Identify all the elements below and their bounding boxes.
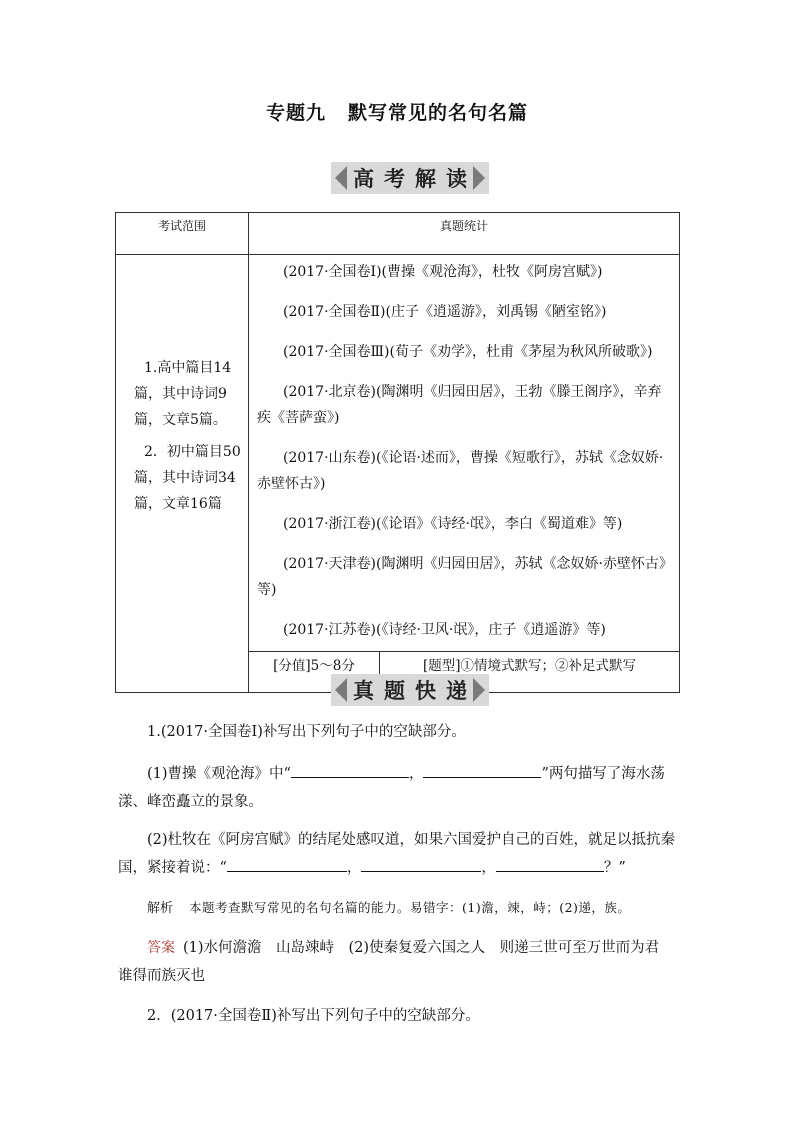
stats-entry: (2017·全国卷Ⅱ)(庄子《逍遥游》，刘禹锡《陋室铭》): [283, 304, 607, 320]
stats-entries-cell: [249, 255, 680, 652]
analysis-label: 解析: [147, 901, 174, 916]
header-exam-range: 考试范围: [116, 213, 249, 255]
title-part-name: 默写常见的名句名篇: [348, 102, 529, 124]
range-junior: 2．初中篇目50篇，其中诗词34篇，文章16篇: [134, 444, 241, 512]
chevron-right-icon: [473, 166, 485, 190]
question-1-item-2: (2)杜牧在《阿房宫赋》的结尾处感叹道，如果六国爱护自己的百姓，就足以抵抗秦国，紧接着说：“ ， ， ？”: [118, 832, 676, 876]
stats-entry: (2017·山东卷)(《论语·述而》，曹操《短歌行》，苏轼《念奴娇·赤壁怀古》): [257, 450, 664, 492]
question-1: [118, 718, 678, 746]
question-1-item-1: (1)曹操《观沧海》中“ ， ”两句描写了海水荡漾、峰峦矗立的景象。: [118, 760, 678, 816]
question-1-stem: 1.(2017·全国卷Ⅰ)补写出下列句子中的空缺部分。: [147, 724, 466, 740]
title-part-topic: 专题九: [265, 102, 326, 124]
range-senior: 1.高中篇目14篇，其中诗词9篇，文章5篇。: [134, 360, 232, 428]
banner-caption: 高考解读: [353, 167, 477, 191]
banner-gaokao-jiedu: [331, 162, 489, 194]
banner-zhenti-kuaidi: [331, 674, 489, 706]
question-2-stem: 2．(2017·全国卷Ⅱ)补写出下列句子中的空缺部分。: [147, 1008, 480, 1024]
exam-statistics-table: [115, 212, 680, 693]
chevron-left-icon: [335, 166, 347, 190]
stats-entry: (2017·江苏卷)(《诗经·卫风·氓》，庄子《逍遥游》等): [283, 622, 606, 638]
chevron-left-icon: [335, 678, 347, 702]
stats-entry: (2017·全国卷Ⅲ)(荀子《劝学》，杜甫《茅屋为秋风所破歌》): [283, 344, 653, 360]
header-question-stats: 真题统计: [249, 213, 680, 255]
score-cell: [分值]5～8分: [249, 652, 380, 693]
question-1-answer: [118, 934, 678, 990]
answer-blank[interactable]: [227, 857, 347, 872]
analysis-text: 本题考查默写常见的名句名篇的能力。易错字：(1)澹，竦，峙；(2)递，族。: [189, 900, 631, 915]
answer-blank[interactable]: [361, 857, 481, 872]
chevron-right-icon: [473, 678, 485, 702]
question-type-cell: [题型]①情境式默写；②补足式默写: [380, 652, 680, 693]
answer-blank[interactable]: [291, 763, 409, 778]
stats-entry: (2017·北京卷)(陶渊明《归园田居》，王勃《滕王阁序》，辛弃疾《菩萨蛮》): [257, 384, 662, 426]
banner-caption: 真题快递: [353, 679, 477, 703]
stats-entry: (2017·天津卷)(陶渊明《归园田居》，苏轼《念奴娇·赤壁怀古》等): [257, 556, 673, 598]
exam-range-cell: [116, 255, 249, 693]
stats-entry: (2017·全国卷Ⅰ)(曹操《观沧海》，杜牧《阿房宫赋》): [283, 264, 603, 280]
answer-blank[interactable]: [496, 857, 604, 872]
answer-blank[interactable]: [423, 763, 541, 778]
answer-text: (1)水何澹澹 山岛竦峙 (2)使秦复爱六国之人 则递三世可至万世而为君 谁得而族灭也: [118, 940, 674, 984]
answer-label: 答案: [147, 940, 175, 956]
question-1-analysis: [118, 894, 678, 923]
page-title: [0, 98, 794, 125]
stats-entry: (2017·浙江卷)(《论语》《诗经·氓》，李白《蜀道难》等): [283, 516, 623, 532]
question-2: [118, 1002, 678, 1030]
